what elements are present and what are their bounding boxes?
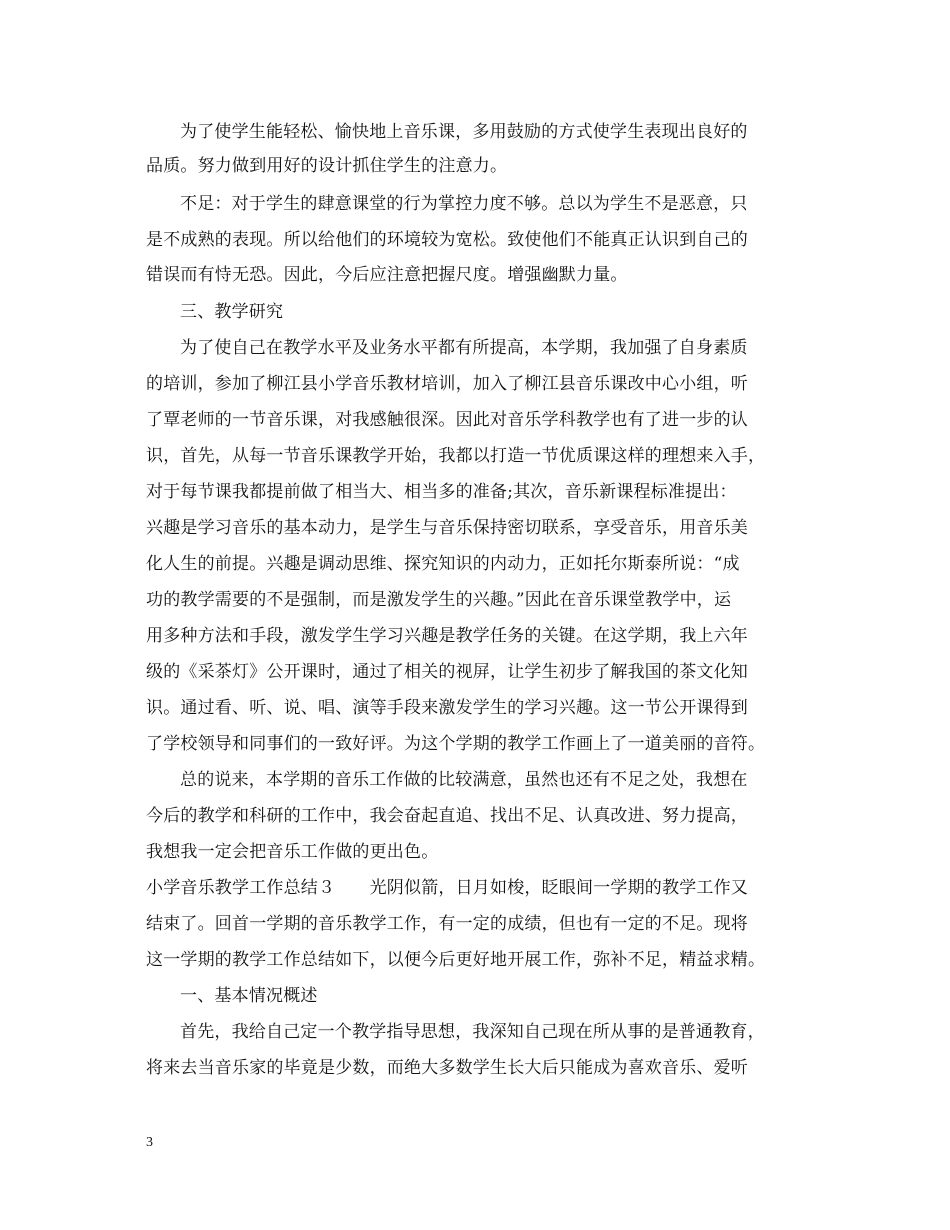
text-line: 兴趣是学习音乐的基本动力，是学生与音乐保持密切联系，享受音乐，用音乐美 bbox=[146, 518, 748, 538]
text-line: 化人生的前提。兴趣是调动思维、探究知识的内动力，正如托尔斯泰所说：“成 bbox=[146, 554, 740, 574]
text-line: 为了使自己在教学水平及业务水平都有所提高，本学期，我加强了自身素质 bbox=[180, 338, 748, 358]
text-line: 的培训，参加了柳江县小学音乐教材培训，加入了柳江县音乐课改中心小组，听 bbox=[146, 374, 748, 394]
text-line: 识。通过看、听、说、唱、演等手段来激发学生的学习兴趣。这一节公开课得到 bbox=[146, 698, 748, 718]
text-line: 级的《采茶灯》公开课时，通过了相关的视屏，让学生初步了解我国的茶文化知 bbox=[146, 662, 748, 682]
text-line: 功的教学需要的不是强制，而是激发学生的兴趣。”因此在音乐课堂教学中，运 bbox=[146, 590, 732, 610]
text-line: 品质。努力做到用好的设计抓住学生的注意力。 bbox=[146, 156, 508, 176]
page-number: 3 bbox=[146, 1135, 153, 1150]
text-line: 我想我一定会把音乐工作做的更出色。 bbox=[146, 842, 439, 862]
text-line: 这一学期的教学工作总结如下，以便今后更好地开展工作，弥补不足，精益求精。 bbox=[146, 950, 766, 970]
text-line: 首先，我给自己定一个教学指导思想，我深知自己现在所从事的是普通教育， bbox=[180, 1022, 765, 1042]
section-heading: 一、基本情况概述 bbox=[180, 986, 318, 1006]
text-line: 对于每节课我都提前做了相当大、相当多的准备;其次，音乐新课程标准提出： bbox=[146, 482, 737, 502]
section-heading: 三、教学研究 bbox=[180, 302, 284, 322]
text-line: 将来去当音乐家的毕竟是少数，而绝大多数学生长大后只能成为喜欢音乐、爱听 bbox=[146, 1058, 748, 1078]
text-line: 为了使学生能轻松、愉快地上音乐课，多用鼓励的方式使学生表现出良好的 bbox=[180, 122, 748, 142]
text-line: 总的说来，本学期的音乐工作做的比较满意，虽然也还有不足之处，我想在 bbox=[180, 770, 748, 790]
text-line: 错误而有恃无恐。因此，今后应注意把握尺度。增强幽默力量。 bbox=[146, 265, 628, 285]
text-line: 今后的教学和科研的工作中，我会奋起直追、找出不足、认真改进、努力提高， bbox=[146, 806, 748, 826]
text-line: 不足：对于学生的肆意课堂的行为掌控力度不够。总以为学生不是恶意，只 bbox=[180, 194, 748, 214]
text-line: 了覃老师的一节音乐课，对我感触很深。因此对音乐学科教学也有了进一步的认 bbox=[146, 410, 748, 430]
text-line: 是不成熟的表现。所以给他们的环境较为宽松。致使他们不能真正认识到自己的 bbox=[146, 230, 748, 250]
text-line: 了学校领导和同事们的一致好评。为这个学期的教学工作画上了一道美丽的音符。 bbox=[146, 734, 766, 754]
text-line: 识，首先，从每一节音乐课教学开始，我都以打造一节优质课这样的理想来入手， bbox=[146, 446, 766, 466]
text-line: 小学音乐教学工作总结３ 光阴似箭，日月如梭，眨眼间一学期的教学工作又 bbox=[146, 878, 748, 898]
text-line: 结束了。回首一学期的音乐教学工作，有一定的成绩，但也有一定的不足。现将 bbox=[146, 914, 748, 934]
text-line: 用多种方法和手段，激发学生学习兴趣是教学任务的关键。在这学期，我上六年 bbox=[146, 626, 748, 646]
